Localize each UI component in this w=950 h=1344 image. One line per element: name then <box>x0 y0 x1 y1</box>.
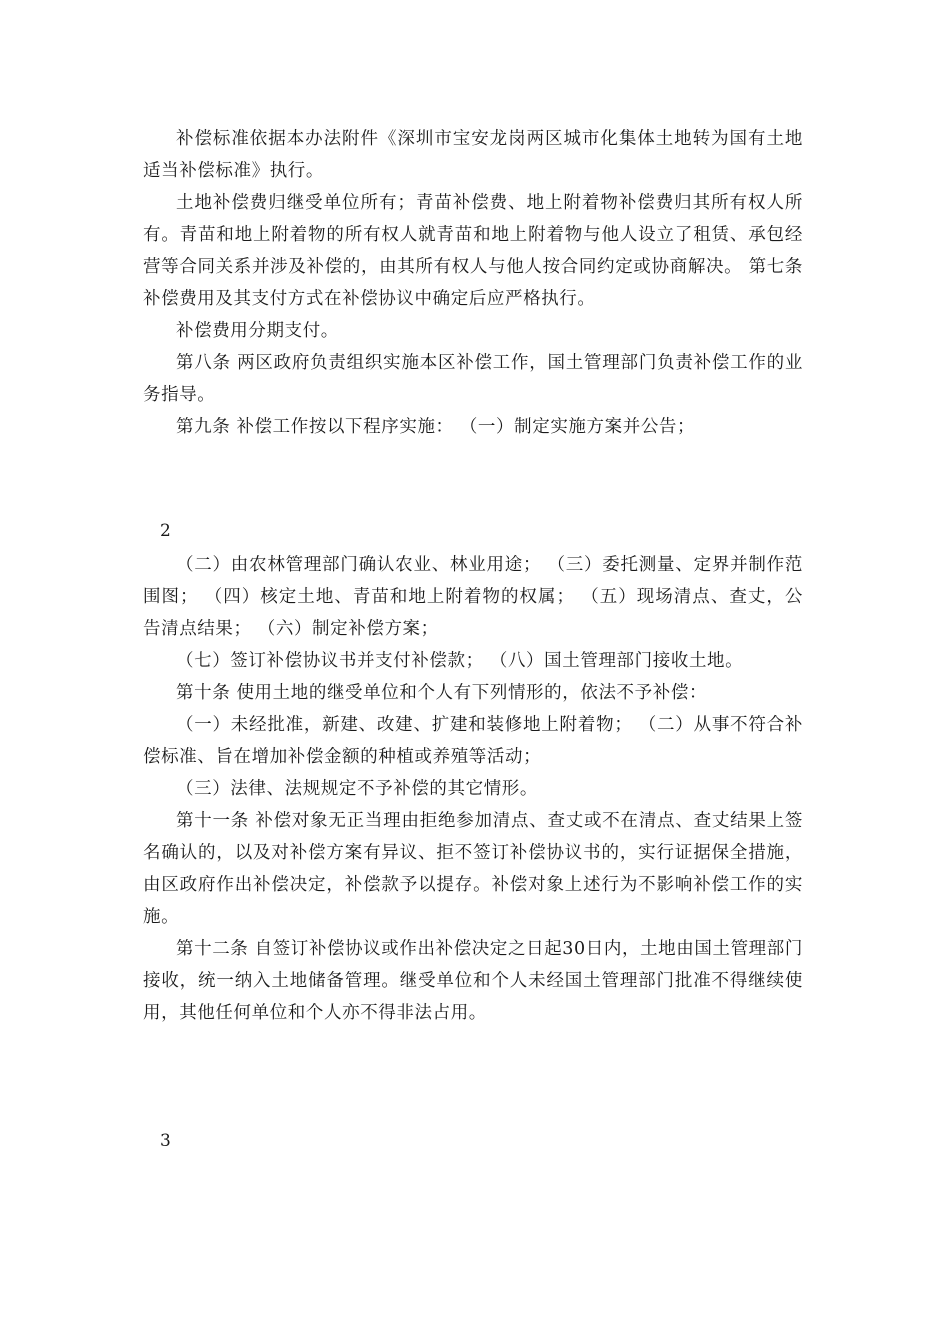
paragraph: （二）由农林管理部门确认农业、林业用途； （三）委托测量、定界并制作范围图； （四）核定土地、青苗和地上附着物的权属； （五）现场清点、查丈，公告清点结果； （六）制定补偿方案； <box>143 555 803 639</box>
page-number: 3 <box>160 1131 171 1151</box>
paragraph: （三）法律、法规规定不予补偿的其它情形。 <box>176 779 538 799</box>
paragraph: 土地补偿费归继受单位所有；青苗补偿费、地上附着物补偿费归其所有权人所有。青苗和地上附着物的所有权人就青苗和地上附着物与他人设立了租赁、承包经营等合同关系并涉及补偿的，由其所有权人与他人按合同约定或协商解决。 第七条 补偿费用及其支付方式在补偿协议中确定后应严格执行。 <box>143 193 803 309</box>
paragraph: （七）签订补偿协议书并支付补偿款； （八）国土管理部门接收土地。 <box>176 651 744 671</box>
paragraph: 第九条 补偿工作按以下程序实施： （一）制定实施方案并公告； <box>176 417 696 437</box>
paragraph: （一）未经批准，新建、改建、扩建和装修地上附着物； （二）从事不符合补偿标准、旨在增加补偿金额的种植或养殖等活动； <box>143 715 803 767</box>
text-block-1 <box>143 123 803 443</box>
paragraph: 第八条 两区政府负责组织实施本区补偿工作，国土管理部门负责补偿工作的业务指导。 <box>143 353 803 405</box>
paragraph: 第十条 使用土地的继受单位和个人有下列情形的，依法不予补偿： <box>176 683 708 703</box>
paragraph: 第十二条 自签订补偿协议或作出补偿决定之日起30日内，土地由国土管理部门接收，统一纳入土地储备管理。继受单位和个人未经国土管理部门批准不得继续使用，其他任何单位和个人亦不得非法占用。 <box>143 939 803 1023</box>
paragraph: 补偿费用分期支付。 <box>176 321 339 341</box>
paragraph: 第十一条 补偿对象无正当理由拒绝参加清点、查丈或不在清点、查丈结果上签名确认的，以及对补偿方案有异议、拒不签订补偿协议书的，实行证据保全措施，由区政府作出补偿决定，补偿款予以提存。补偿对象上述行为不影响补偿工作的实施。 <box>143 811 803 927</box>
page-number: 2 <box>160 521 171 541</box>
paragraph: 补偿标准依据本办法附件《深圳市宝安龙岗两区城市化集体土地转为国有土地适当补偿标准》执行。 <box>143 129 803 181</box>
text-block-2 <box>143 549 803 1029</box>
